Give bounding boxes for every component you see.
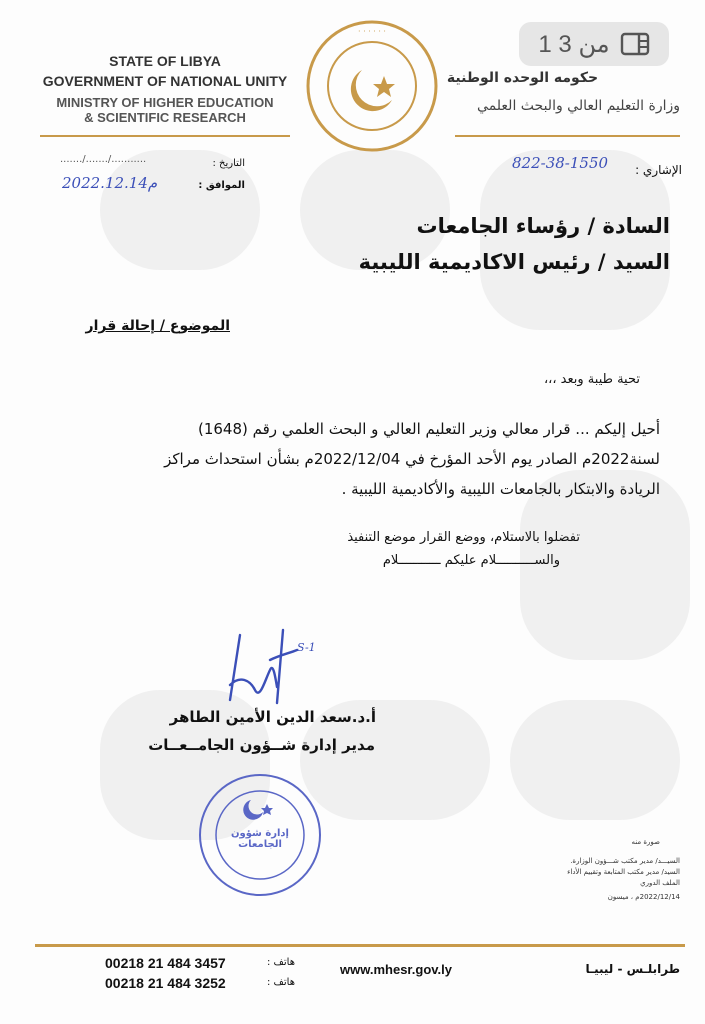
signatory-name: أ.د.سعد الدين الأمين الطاهر [169,708,376,726]
footer-phone1: 00218 21 484 3457 [105,955,226,971]
ref-value: 822-38-1550 [512,154,609,172]
signature-mark: S-1 [297,641,316,654]
recipients-line1: السادة / رؤساء الجامعات [416,214,670,238]
handwritten-signature [215,625,335,710]
signatory-title: مدير إدارة شــؤون الجامــعــات [148,736,375,754]
footer-phone-label2: هاتف : [266,977,295,988]
greeting: تحية طيبة وبعد ،،، [543,372,640,387]
footer-phone2: 00218 21 484 3252 [105,975,226,991]
stamp-text: إدارة شؤون الجامعات [231,828,289,850]
recipients-line2: السيد / رئيس الاكاديمية الليبية [358,250,670,274]
footer-phone-label1: هاتف : [266,957,295,968]
date-placeholder: ......./......./........... [60,154,147,165]
subject-line: الموضوع / إحالة قرار [85,318,230,334]
cc-line1: السيـــد/ مدير مكتب شـــؤون الوزارة. [570,857,680,865]
watermark-shape [480,150,670,330]
closing-line2: والســــــــــلام عليكم ـــــــــــلام [382,553,560,568]
header-ar-line2: وزارة التعليم العالي والبحث العلمي [477,98,680,114]
page-indicator-badge[interactable] [519,22,669,66]
mowafiq-value: 2022.12.14م [62,174,158,192]
header-en-line2: GOVERNMENT OF NATIONAL UNITY [42,73,288,89]
svg-text:· · · · · ·: · · · · · · [358,27,386,36]
official-stamp [195,770,325,900]
header-en-line3: MINISTRY OF HIGHER EDUCATION [56,95,274,110]
footer-rule [35,944,685,947]
page-layout-icon [620,32,650,56]
cc-heading: صورة منه [631,838,660,846]
closing-line1: تفضلوا بالاستلام، ووضع القرار موضع التنفيذ [347,530,580,545]
cc-line4: 2022/12/14م ، ميسون [607,893,680,901]
cc-line2: السيد/ مدير مكتب المتابعة وتقييم الأداء [567,868,680,876]
mowafiq-label: الموافق : [198,180,245,191]
body-line3: الريادة والابتكار بالجامعات الليبية والأكاديمية الليبية . [341,480,660,498]
footer-city: طرابلـس - ليبيـا [585,962,680,976]
date-label: التاريخ : [212,158,245,169]
header-en-line1: STATE OF LIBYA [109,53,221,69]
header-en-line4: & SCIENTIFIC RESEARCH [84,110,246,125]
watermark-shape [510,700,680,820]
footer-website-link[interactable]: www.mhesr.gov.ly [340,962,452,977]
header-ar-line1: حكومه الوحده الوطنية [446,70,599,86]
body-line1: أحيل إليكم ... قرار معالي وزير التعليم العالي و البحث العلمي رقم (1648) [197,420,660,438]
ref-label: الإشاري : [635,163,682,177]
cc-line3: الملف الدوري [640,879,680,887]
page-indicator-text: 1 من 3 [538,30,610,58]
body-line2: لسنة2022م الصادر يوم الأحد المؤرخ في 2022/12/04م بشأن استحداث مراكز [164,450,660,468]
ministry-seal [304,18,440,154]
header-rule-right [455,135,680,137]
header-rule-left [40,135,290,137]
